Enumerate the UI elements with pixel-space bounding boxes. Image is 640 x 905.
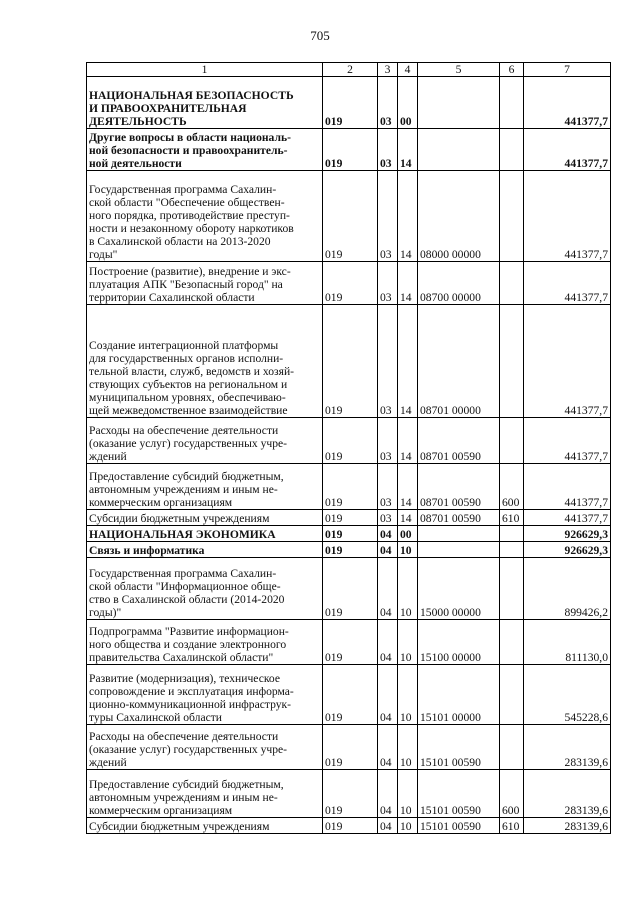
table-row (87, 665, 611, 725)
column-header: 2 (323, 63, 378, 77)
table-row (87, 262, 611, 305)
code-cell-c4: 10 (398, 558, 418, 620)
budget-table (86, 62, 611, 834)
amount-cell: 441377,7 (524, 262, 611, 305)
amount-cell: 441377,7 (524, 129, 611, 171)
code-cell-c3: 03 (378, 510, 398, 526)
code-cell-c3: 04 (378, 526, 398, 542)
code-cell-c3: 04 (378, 620, 398, 665)
column-header: 3 (378, 63, 398, 77)
table-row (87, 526, 611, 542)
row-name-cell: Предоставление субсидий бюджетным, автономным учреждениям и иным не- коммерческим организациям (87, 464, 323, 510)
code-cell-c6 (500, 418, 524, 464)
code-cell-c2: 019 (323, 464, 378, 510)
amount-cell: 545228,6 (524, 665, 611, 725)
code-cell-c5: 08000 00000 (418, 171, 500, 262)
code-cell-c2: 019 (323, 542, 378, 558)
code-cell-c2: 019 (323, 770, 378, 818)
column-header: 4 (398, 63, 418, 77)
code-cell-c4: 00 (398, 526, 418, 542)
code-cell-c2: 019 (323, 526, 378, 542)
table-row (87, 620, 611, 665)
code-cell-c5: 08701 00000 (418, 305, 500, 418)
code-cell-c2: 019 (323, 262, 378, 305)
code-cell-c6: 610 (500, 818, 524, 834)
code-cell-c4: 10 (398, 770, 418, 818)
code-cell-c5: 15101 00590 (418, 725, 500, 770)
amount-cell: 283139,6 (524, 725, 611, 770)
amount-cell: 899426,2 (524, 558, 611, 620)
code-cell-c6 (500, 171, 524, 262)
row-name-cell: Подпрограмма "Развитие информацион- ного общества и создание электронного правительства Сахалинской области" (87, 620, 323, 665)
code-cell-c3: 04 (378, 558, 398, 620)
code-cell-c3: 03 (378, 171, 398, 262)
table-row (87, 418, 611, 464)
code-cell-c4: 14 (398, 305, 418, 418)
code-cell-c6 (500, 725, 524, 770)
amount-cell: 441377,7 (524, 464, 611, 510)
table-row (87, 305, 611, 418)
code-cell-c3: 03 (378, 262, 398, 305)
table-row (87, 464, 611, 510)
row-name-cell: Государственная программа Сахалин- ской области "Информационное обще- ство в Сахалинской области (2014-2020 годы)" (87, 558, 323, 620)
row-name-cell: Расходы на обеспечение деятельности (оказание услуг) государственных учре- ждений (87, 725, 323, 770)
code-cell-c3: 03 (378, 77, 398, 129)
code-cell-c6 (500, 558, 524, 620)
header-row (87, 63, 611, 77)
code-cell-c5: 15100 00000 (418, 620, 500, 665)
amount-cell: 441377,7 (524, 171, 611, 262)
amount-cell: 441377,7 (524, 510, 611, 526)
code-cell-c4: 10 (398, 620, 418, 665)
column-header: 6 (500, 63, 524, 77)
code-cell-c6: 600 (500, 464, 524, 510)
code-cell-c4: 10 (398, 725, 418, 770)
code-cell-c6 (500, 620, 524, 665)
code-cell-c3: 04 (378, 818, 398, 834)
row-name-cell: НАЦИОНАЛЬНАЯ ЭКОНОМИКА (87, 526, 323, 542)
row-name-cell: Связь и информатика (87, 542, 323, 558)
code-cell-c2: 019 (323, 171, 378, 262)
code-cell-c3: 04 (378, 665, 398, 725)
code-cell-c3: 03 (378, 418, 398, 464)
code-cell-c5: 15101 00590 (418, 770, 500, 818)
code-cell-c6: 600 (500, 770, 524, 818)
amount-cell: 283139,6 (524, 770, 611, 818)
table-row (87, 818, 611, 834)
page-number: 705 (310, 28, 330, 43)
code-cell-c5: 08701 00590 (418, 418, 500, 464)
table-row (87, 558, 611, 620)
code-cell-c5: 08701 00590 (418, 464, 500, 510)
table-row (87, 510, 611, 526)
row-name-cell: Государственная программа Сахалин- ской области "Обеспечение обществен- ного порядка, противодействие преступ- ности и незаконному обороту наркотиков в Сахалинской области на 2013-2020 годы" (87, 171, 323, 262)
code-cell-c5: 08700 00000 (418, 262, 500, 305)
code-cell-c4: 10 (398, 818, 418, 834)
code-cell-c4: 14 (398, 262, 418, 305)
column-header: 1 (87, 63, 323, 77)
code-cell-c6 (500, 305, 524, 418)
code-cell-c2: 019 (323, 818, 378, 834)
code-cell-c4: 14 (398, 464, 418, 510)
code-cell-c4: 10 (398, 665, 418, 725)
table-row (87, 129, 611, 171)
row-name-cell: Создание интеграционной платформы для государственных органов исполни- тельной власти, служб, ведомств и хозяй- ствующих субъектов на региональном и муниципальном уровнях, обеспечиваю- щей межведомственное взаимодействие (87, 305, 323, 418)
code-cell-c3: 03 (378, 129, 398, 171)
amount-cell: 441377,7 (524, 77, 611, 129)
code-cell-c6: 610 (500, 510, 524, 526)
code-cell-c6 (500, 542, 524, 558)
amount-cell: 441377,7 (524, 305, 611, 418)
code-cell-c5: 15101 00590 (418, 818, 500, 834)
row-name-cell: Субсидии бюджетным учреждениям (87, 818, 323, 834)
code-cell-c6 (500, 129, 524, 171)
row-name-cell: Предоставление субсидий бюджетным, автономным учреждениям и иным не- коммерческим организациям (87, 770, 323, 818)
column-header: 5 (418, 63, 500, 77)
table-row (87, 770, 611, 818)
row-name-cell: Другие вопросы в области националь- ной безопасности и правоохранитель- ной деятельности (87, 129, 323, 171)
code-cell-c2: 019 (323, 77, 378, 129)
table-row (87, 77, 611, 129)
amount-cell: 811130,0 (524, 620, 611, 665)
code-cell-c3: 03 (378, 464, 398, 510)
code-cell-c2: 019 (323, 620, 378, 665)
row-name-cell: Субсидии бюджетным учреждениям (87, 510, 323, 526)
code-cell-c4: 10 (398, 542, 418, 558)
code-cell-c5 (418, 129, 500, 171)
code-cell-c4: 14 (398, 129, 418, 171)
code-cell-c3: 04 (378, 770, 398, 818)
code-cell-c6 (500, 526, 524, 542)
code-cell-c5 (418, 542, 500, 558)
code-cell-c4: 14 (398, 171, 418, 262)
code-cell-c2: 019 (323, 305, 378, 418)
table-row (87, 542, 611, 558)
code-cell-c2: 019 (323, 129, 378, 171)
code-cell-c6 (500, 262, 524, 305)
code-cell-c4: 14 (398, 510, 418, 526)
code-cell-c2: 019 (323, 418, 378, 464)
amount-cell: 926629,3 (524, 526, 611, 542)
code-cell-c2: 019 (323, 725, 378, 770)
amount-cell: 441377,7 (524, 418, 611, 464)
code-cell-c5 (418, 526, 500, 542)
code-cell-c3: 04 (378, 725, 398, 770)
row-name-cell: Развитие (модернизация), техническое сопровождение и эксплуатация информа- ционно-коммуникационной инфраструк- туры Сахалинской области (87, 665, 323, 725)
code-cell-c2: 019 (323, 558, 378, 620)
code-cell-c5: 15101 00000 (418, 665, 500, 725)
row-name-cell: НАЦИОНАЛЬНАЯ БЕЗОПАСНОСТЬ И ПРАВООХРАНИТЕЛЬНАЯ ДЕЯТЕЛЬНОСТЬ (87, 77, 323, 129)
code-cell-c4: 00 (398, 77, 418, 129)
table-row (87, 725, 611, 770)
table-row (87, 171, 611, 262)
row-name-cell: Построение (развитие), внедрение и экс- плуатация АПК "Безопасный город" на территории Сахалинской области (87, 262, 323, 305)
code-cell-c6 (500, 77, 524, 129)
code-cell-c2: 019 (323, 510, 378, 526)
column-header: 7 (524, 63, 611, 77)
code-cell-c3: 04 (378, 542, 398, 558)
code-cell-c5 (418, 77, 500, 129)
code-cell-c5: 15000 00000 (418, 558, 500, 620)
code-cell-c2: 019 (323, 665, 378, 725)
amount-cell: 283139,6 (524, 818, 611, 834)
code-cell-c6 (500, 665, 524, 725)
code-cell-c5: 08701 00590 (418, 510, 500, 526)
code-cell-c3: 03 (378, 305, 398, 418)
row-name-cell: Расходы на обеспечение деятельности (оказание услуг) государственных учре- ждений (87, 418, 323, 464)
amount-cell: 926629,3 (524, 542, 611, 558)
code-cell-c4: 14 (398, 418, 418, 464)
